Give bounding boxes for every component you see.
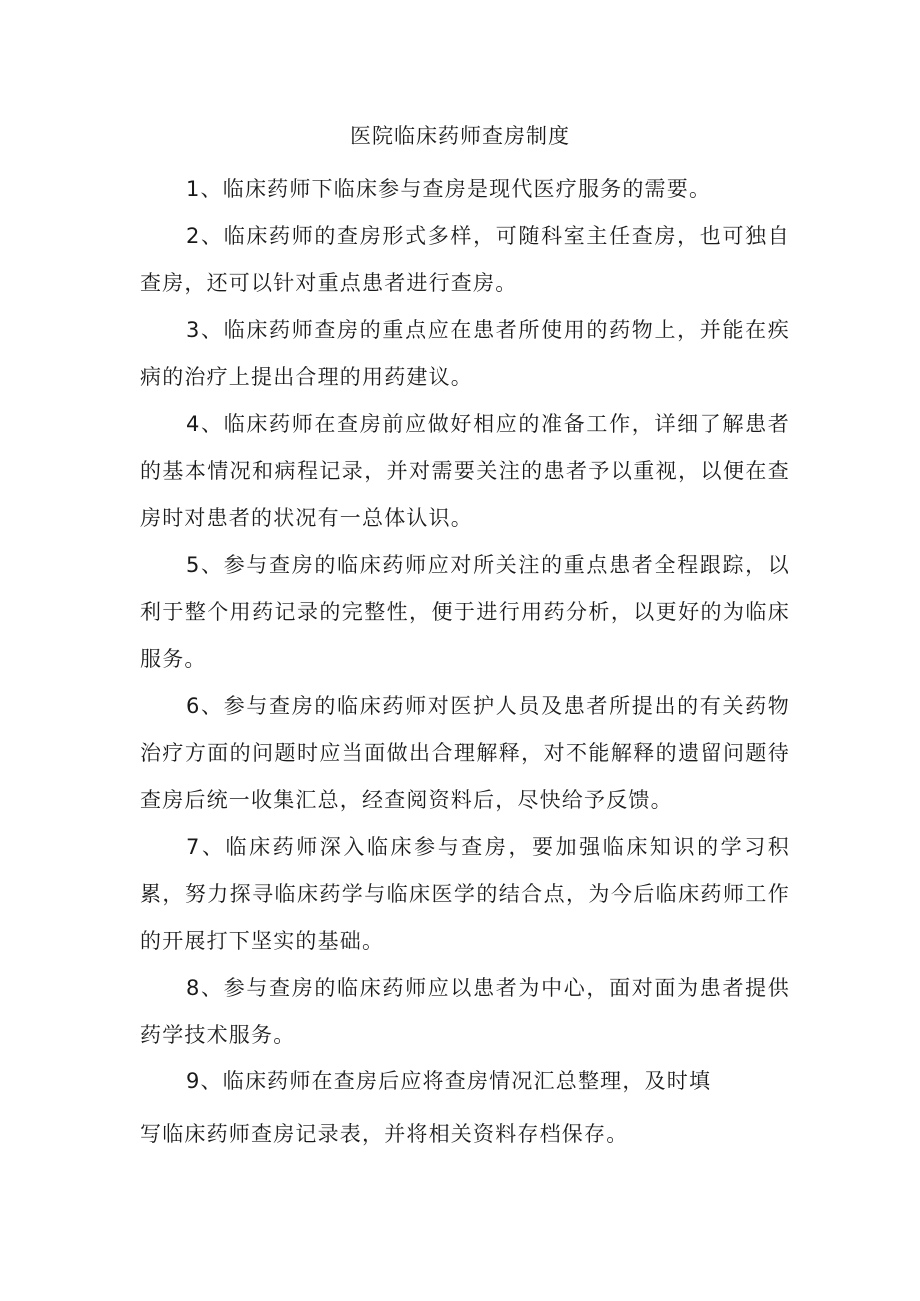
paragraph-5: 5、参与查房的临床药师应对所关注的重点患者全程跟踪，以利于整个用药记录的完整性，便于进行用药分析，以更好的为临床服务。 [140, 553, 790, 671]
paragraph-7: 7、临床药师深入临床参与查房，要加强临床知识的学习积累，努力探寻临床药学与临床医学的结合点，为今后临床药师工作的开展打下坚实的基础。 [140, 835, 790, 953]
document-title: 医院临床药师查房制度 [350, 124, 570, 148]
paragraph-3: 3、临床药师查房的重点应在患者所使用的药物上，并能在疾病的治疗上提出合理的用药建议。 [140, 318, 790, 389]
paragraph-9-line-1: 9、临床药师在查房后应将查房情况汇总整理，及时填 [186, 1069, 712, 1093]
paragraph-8: 8、参与查房的临床药师应以患者为中心，面对面为患者提供药学技术服务。 [140, 976, 790, 1047]
paragraph-9-line-2: 写临床药师查房记录表，并将相关资料存档保存。 [140, 1122, 629, 1146]
paragraph-1: 1、临床药师下临床参与查房是现代医疗服务的需要。 [186, 177, 712, 201]
paragraph-2: 2、临床药师的查房形式多样，可随科室主任查房，也可独自查房，还可以针对重点患者进行查房。 [140, 224, 790, 295]
paragraph-4: 4、临床药师在查房前应做好相应的准备工作，详细了解患者的基本情况和病程记录，并对需要关注的患者予以重视，以便在查房时对患者的状况有一总体认识。 [140, 412, 790, 530]
paragraph-6: 6、参与查房的临床药师对医护人员及患者所提出的有关药物治疗方面的问题时应当面做出合理解释，对不能解释的遗留问题待查房后统一收集汇总，经查阅资料后，尽快给予反馈。 [140, 694, 790, 812]
